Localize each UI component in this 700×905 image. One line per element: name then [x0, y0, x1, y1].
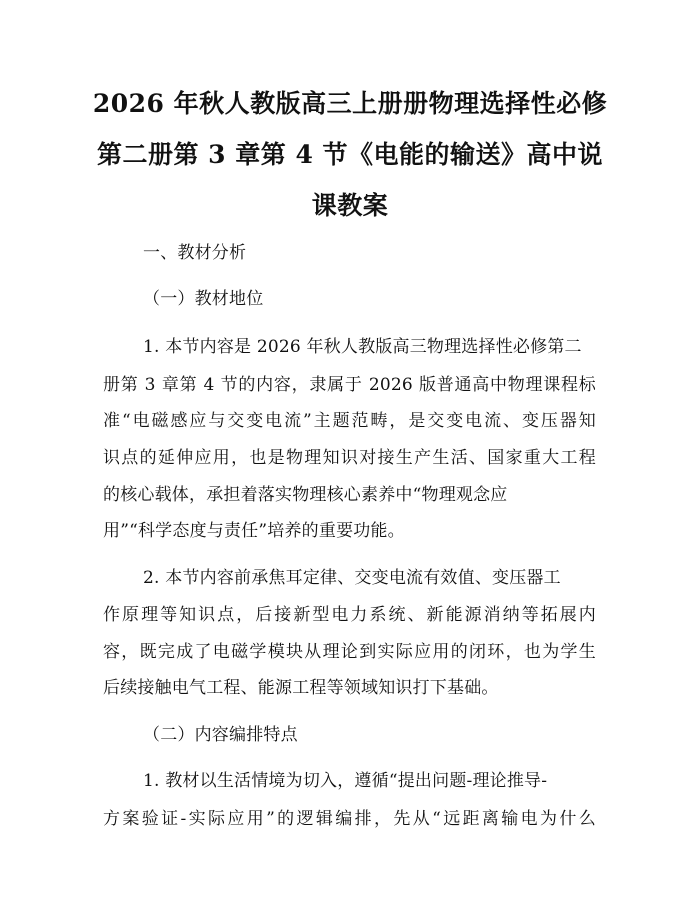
title-line-3: 课教案: [311, 191, 389, 220]
document-title: [90, 78, 610, 231]
paragraph-line: 2. 本节内容前承焦耳定律、交变电流有效值、变压器工: [143, 568, 561, 588]
paragraph-line: 用”“科学态度与责任”培养的重要功能。: [103, 521, 405, 541]
paragraph-line: 方案验证-实际应用”的逻辑编排，先从“远距离输电为什么: [103, 809, 596, 829]
title-line-1: 2026 年秋人教版高三上册册物理选择性必修: [92, 89, 608, 118]
title-line-2: 第二册第 3 章第 4 节《电能的输送》高中说: [96, 140, 604, 169]
paragraph-line: 册第 3 章第 4 节的内容，隶属于 2026 版普通高中物理课程标: [103, 375, 596, 395]
paragraph-line: 作原理等知识点，后接新型电力系统、新能源消纳等拓展内: [103, 605, 596, 625]
paragraph-line: 1. 本节内容是 2026 年秋人教版高三物理选择性必修第二: [143, 337, 582, 357]
paragraph-line: 识点的延伸应用，也是物理知识对接生产生活、国家重大工程: [103, 448, 596, 468]
paragraph-line: 容，既完成了电磁学模块从理论到实际应用的闭环，也为学生: [103, 642, 596, 662]
section-heading: 一、教材分析: [143, 243, 247, 263]
paragraph-line: 的核心载体，承担着落实物理核心素养中“物理观念应: [103, 485, 508, 505]
paragraph-line: 后续接触电气工程、能源工程等领域知识打下基础。: [103, 678, 499, 698]
subsection-heading: （一）教材地位: [143, 289, 264, 309]
paragraph-line: 1. 教材以生活情境为切入，遵循“提出问题-理论推导-: [143, 771, 548, 791]
paragraph-line: 准“电磁感应与交变电流”主题范畴，是交变电流、变压器知: [103, 411, 596, 431]
subsection-heading: （二）内容编排特点: [143, 725, 298, 745]
